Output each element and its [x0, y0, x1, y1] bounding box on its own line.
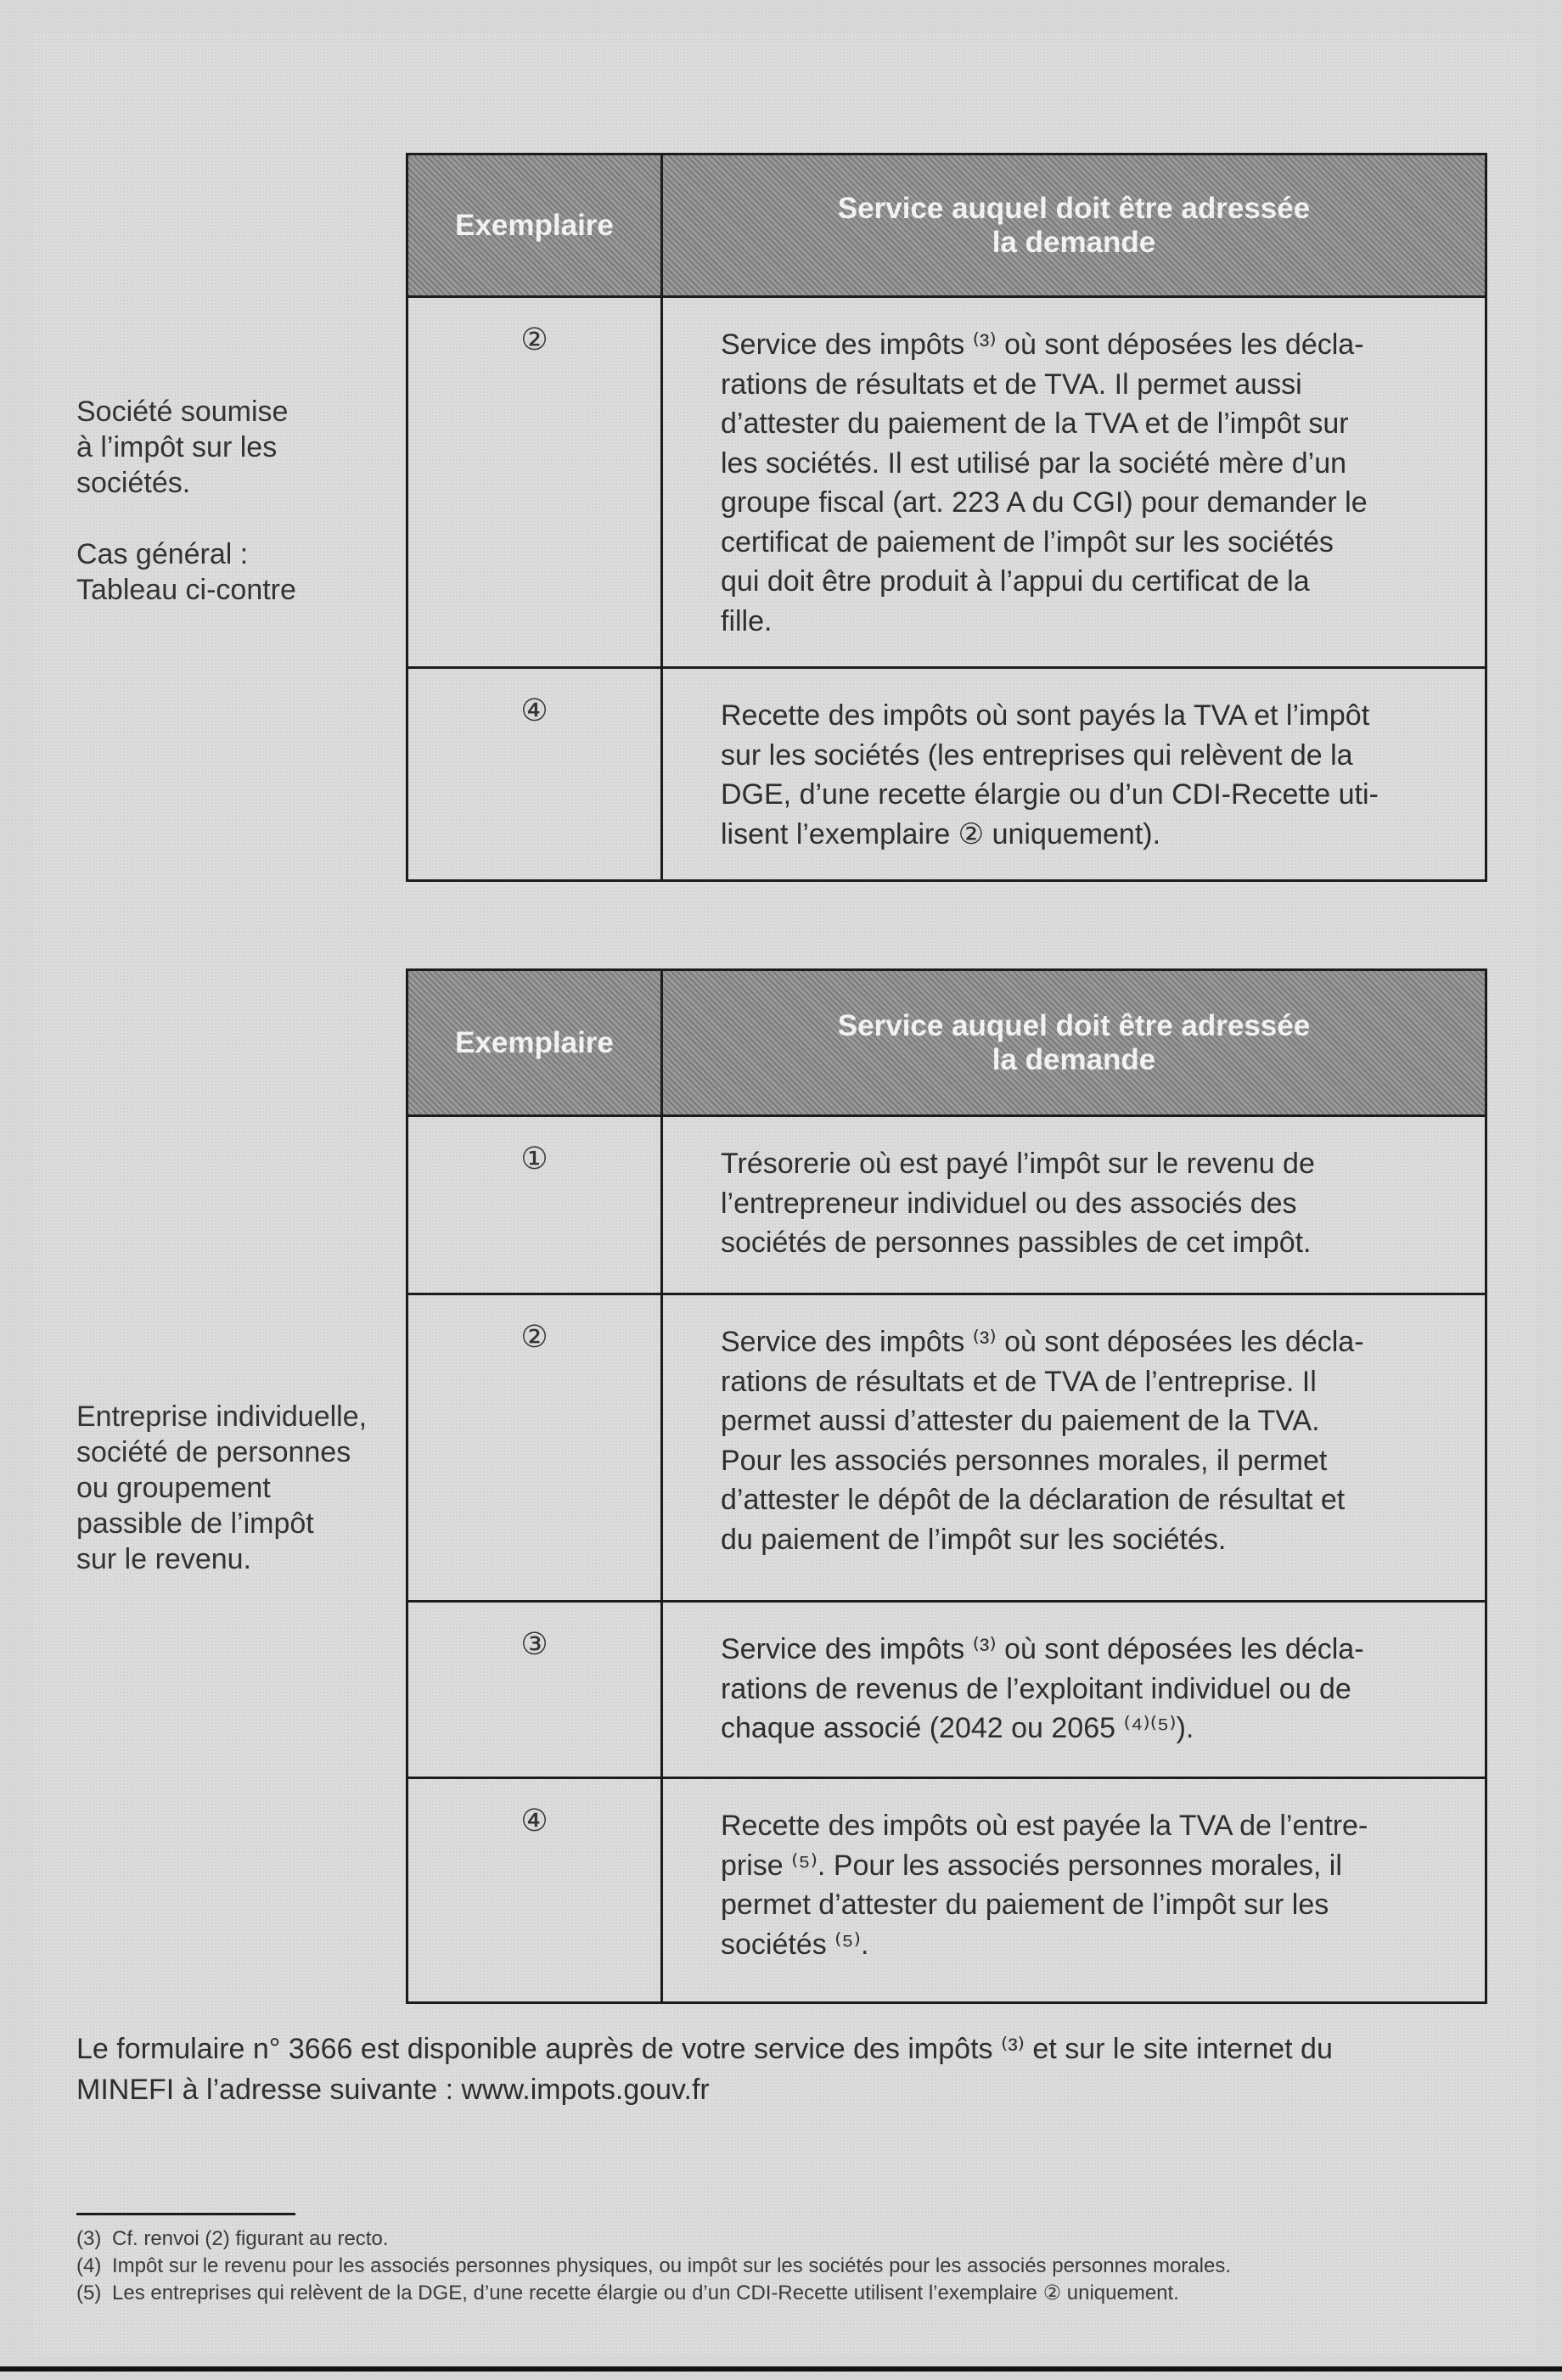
service-description — [662, 297, 1486, 668]
footnote-text: Les entreprises qui relèvent de la DGE, d’une recette élargie ou d’un CDI-Recette utilisent l’exemplaire ② uniquement. — [112, 2282, 1179, 2304]
description-line: rations de revenus de l’exploitant individuel ou de — [721, 1672, 1351, 1705]
description-line: sociétés ⁽⁵⁾. — [721, 1928, 869, 1961]
description-line: sociétés de personnes passibles de cet impôt. — [721, 1226, 1312, 1259]
description-line: prise ⁽⁵⁾. Pour les associés personnes morales, il — [721, 1849, 1342, 1882]
description-line: qui doit être produit à l’appui du certificat de la — [721, 565, 1310, 598]
description-line: sur les sociétés (les entreprises qui relèvent de la — [721, 738, 1353, 772]
exemplaire-number: ④ — [407, 1778, 662, 2003]
availability-note-line: MINEFI à l’adresse suivante : www.impots.gouv.fr — [76, 2074, 710, 2106]
table-header-row — [407, 970, 1486, 1116]
description-line: Service des impôts ⁽³⁾ où sont déposées les décla- — [721, 1326, 1364, 1358]
exemplaire-number: ② — [407, 1294, 662, 1602]
description-line: groupe fiscal (art. 223 A du CGI) pour demander le — [721, 486, 1368, 519]
section1-table — [406, 153, 1487, 882]
section2-label — [76, 1399, 367, 1577]
exemplaire-number: ④ — [407, 668, 662, 881]
section1-label-line: Société soumise — [76, 396, 289, 428]
section2-label-line: ou groupement — [76, 1472, 271, 1504]
section2-table — [406, 968, 1487, 2004]
description-line: d’attester du paiement de la TVA et de l’impôt sur — [721, 407, 1349, 440]
description-line: chaque associé (2042 ou 2065 ⁽⁴⁾⁽⁵⁾). — [721, 1712, 1194, 1744]
header-service-line: Service auquel doit être adressée — [837, 191, 1311, 225]
description-line: Service des impôts ⁽³⁾ où sont déposées les décla- — [721, 1633, 1364, 1665]
header-service-line: la demande — [992, 225, 1156, 259]
description-line: du paiement de l’impôt sur les sociétés. — [721, 1523, 1227, 1556]
table-row — [407, 1116, 1486, 1294]
section1-note-line: Tableau ci-contre — [76, 574, 296, 606]
description-line: certificat de paiement de l’impôt sur les sociétés — [721, 525, 1334, 559]
description-line: fille. — [721, 604, 773, 637]
description-line: rations de résultats et de TVA de l’entreprise. Il — [721, 1365, 1317, 1398]
footnote-text: Impôt sur le revenu pour les associés personnes physiques, ou impôt sur les sociétés pour les associés personnes morales. — [112, 2254, 1231, 2277]
availability-note — [76, 2029, 1494, 2110]
header-service-line: la demande — [992, 1042, 1156, 1076]
footnote — [76, 2226, 1494, 2253]
footnote-separator — [76, 2213, 295, 2215]
exemplaire-number: ① — [407, 1116, 662, 1294]
footnote — [76, 2253, 1494, 2280]
description-line: Pour les associés personnes morales, il permet — [721, 1444, 1328, 1477]
header-service — [662, 154, 1486, 297]
description-line: les sociétés. Il est utilisé par la société mère d’un — [721, 446, 1347, 480]
section2-label-line: passible de l’impôt — [76, 1507, 314, 1540]
header-exemplaire: Exemplaire — [407, 970, 662, 1116]
footnote-mark: (4) — [76, 2254, 102, 2277]
description-line: l’entrepreneur individuel ou des associés des — [721, 1187, 1297, 1220]
description-line: lisent l’exemplaire ② uniquement). — [721, 817, 1161, 850]
footnote-text: Cf. renvoi (2) figurant au recto. — [112, 2227, 389, 2250]
table-row — [407, 297, 1486, 668]
description-line: permet aussi d’attester du paiement de la TVA. — [721, 1405, 1320, 1437]
description-line: permet d’attester du paiement de l’impôt sur les — [721, 1889, 1329, 1921]
section1-label — [76, 394, 296, 608]
footnote — [76, 2280, 1494, 2307]
exemplaire-number: ③ — [407, 1602, 662, 1778]
service-description — [662, 1602, 1486, 1778]
header-exemplaire: Exemplaire — [407, 154, 662, 297]
table-row — [407, 668, 1486, 881]
service-description — [662, 668, 1486, 881]
footnote-mark: (3) — [76, 2227, 102, 2250]
service-description — [662, 1778, 1486, 2003]
table-row — [407, 1778, 1486, 2003]
section2-label-line: Entreprise individuelle, — [76, 1400, 368, 1433]
header-service-line: Service auquel doit être adressée — [837, 1008, 1311, 1042]
section1-label-line: sociétés. — [76, 467, 191, 499]
footnotes — [76, 2226, 1494, 2307]
description-line: Trésorerie où est payé l’impôt sur le revenu de — [721, 1148, 1315, 1180]
section1-label-line: à l’impôt sur les — [76, 431, 278, 463]
availability-note-line: Le formulaire n° 3666 est disponible auprès de votre service des impôts ⁽³⁾ et sur le site internet du — [76, 2033, 1333, 2065]
footnote-mark: (5) — [76, 2282, 102, 2304]
exemplaire-number: ② — [407, 297, 662, 668]
service-description — [662, 1294, 1486, 1602]
bottom-border — [0, 2366, 1562, 2372]
section1-note-line: Cas général : — [76, 538, 249, 570]
section2-label-line: société de personnes — [76, 1436, 351, 1468]
table-header-row — [407, 154, 1486, 297]
description-line: Recette des impôts où est payée la TVA de l’entre- — [721, 1810, 1368, 1842]
table-row — [407, 1602, 1486, 1778]
table-row — [407, 1294, 1486, 1602]
service-description — [662, 1116, 1486, 1294]
description-line: d’attester le dépôt de la déclaration de résultat et — [721, 1484, 1346, 1516]
description-line: Service des impôts ⁽³⁾ où sont déposées les décla- — [721, 328, 1364, 361]
description-line: Recette des impôts où sont payés la TVA et l’impôt — [721, 699, 1370, 732]
description-line: DGE, d’une recette élargie ou d’un CDI-Recette uti- — [721, 778, 1379, 811]
header-service — [662, 970, 1486, 1116]
description-line: rations de résultats et de TVA. Il permet aussi — [721, 368, 1302, 401]
section2-label-line: sur le revenu. — [76, 1543, 251, 1575]
